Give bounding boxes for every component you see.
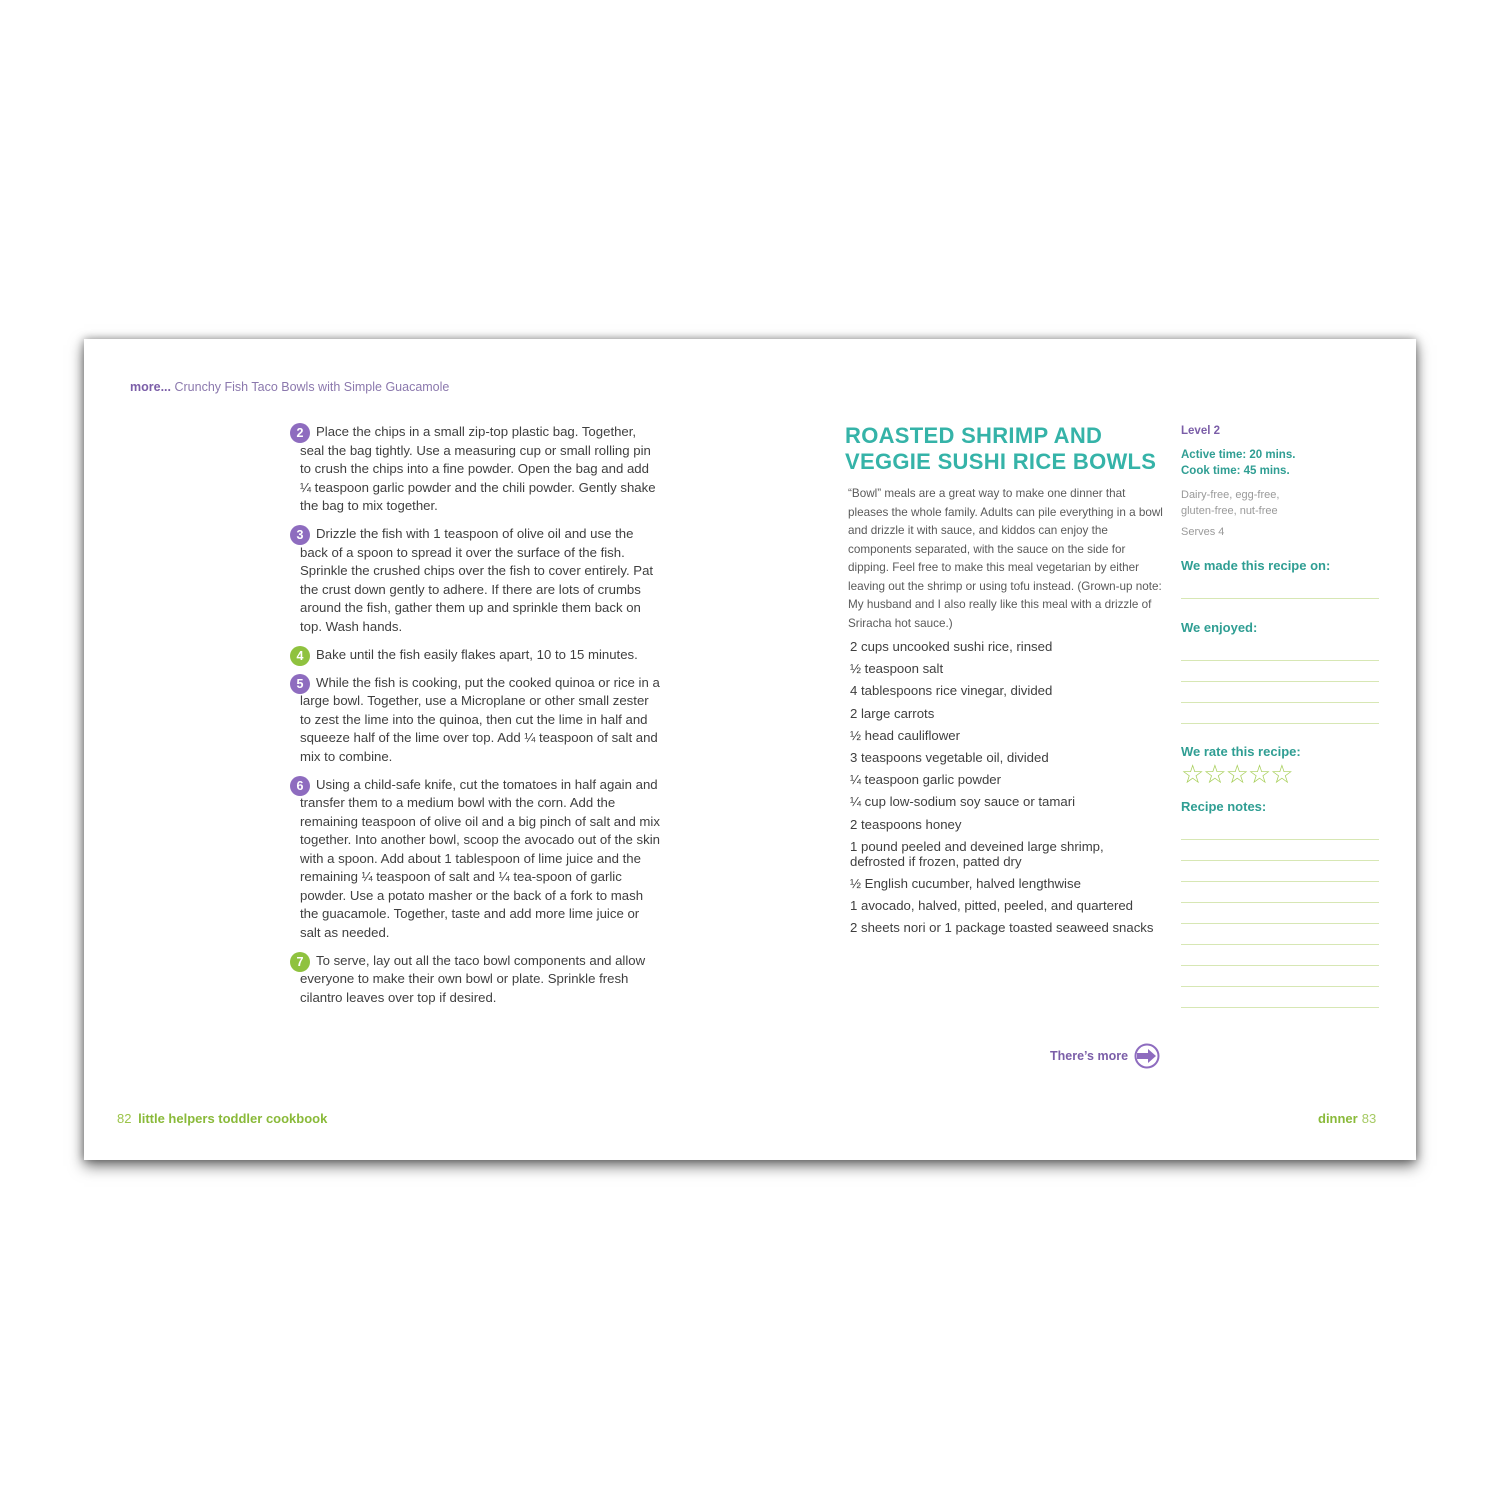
write-line — [1181, 1007, 1379, 1008]
recipe-intro: “Bowl” meals are a great way to make one dinner that pleases the whole family. Adults can pile everything in a bowl and drizzle it with sauce, and kiddos can enjoy the components separated, with the sauce on the side for dipping. Feel free to make this meal vegetarian by either leaving out the shrimp or using tofu instead. (Grown-up note: My husband and I also really like this meal with a drizzle of Sriracha hot sauce.) — [848, 487, 1163, 630]
method-step — [290, 952, 662, 1008]
step-number-badge: 5 — [290, 674, 310, 694]
made-on-label: We made this recipe on: — [1181, 558, 1331, 573]
ingredient-item: 2 sheets nori or 1 package toasted seaweed snacks — [850, 920, 1154, 936]
active-time: Active time: 20 mins. — [1181, 449, 1296, 461]
ingredient-item: ¼ teaspoon garlic powder — [850, 772, 1002, 788]
star-rating[interactable]: ☆☆☆☆☆ — [1181, 759, 1293, 789]
servings: Serves 4 — [1181, 526, 1225, 538]
ingredient-list — [850, 639, 1180, 942]
running-head-more: more... — [130, 380, 171, 394]
rate-label: We rate this recipe: — [1181, 744, 1301, 759]
ingredient-item: ¼ cup low-sodium soy sauce or tamari — [850, 794, 1076, 810]
write-line — [1181, 702, 1379, 703]
write-line — [1181, 723, 1379, 724]
dietary-info-line: Dairy-free, egg-free, — [1181, 489, 1280, 501]
ingredient-item: 2 large carrots — [850, 705, 935, 721]
ingredient-item: 2 cups uncooked sushi rice, rinsed — [850, 639, 1053, 654]
theres-more-link[interactable] — [1050, 1043, 1160, 1069]
step-text: Place the chips in a small zip-top plastic bag. Together, seal the bag tightly. Use a measuring cup or small rolling pin to crush the chips into a fine powder. Open the bag and add ¼ teaspoon garlic powder and the chili powder. Gently shake the bag to mix together. — [300, 424, 656, 513]
notes-label: Recipe notes: — [1181, 799, 1267, 814]
dietary-info — [1181, 488, 1379, 519]
write-line — [1181, 860, 1379, 861]
step-text: Drizzle the fish with 1 teaspoon of olive oil and use the back of a spoon to spread it over the surface of the fish. Sprinkle the crushed chips over the fish to cover entirely. Pat the crust down gently to adhere. If there are lots of crumbs around the fish, gather them up and sprinkle them back on top. Wash hands. — [300, 526, 654, 634]
ingredient-item: 2 teaspoons honey — [850, 816, 962, 832]
step-text: Using a child-safe knife, cut the tomatoes in half again and transfer them to a medium bowl with the corn. Add the remaining teaspoon of olive oil and a big pinch of salt and mix together. Into another bowl, scoop the avocado out of the skin with a spoon. Add about 1 tablespoon of lime juice and the remaining ¼ teaspoon of salt and ¼ tea-spoon of garlic powder. Use a potato masher or the back of a fork to mash the guacamole. Together, taste and add more lime juice or salt as needed. — [300, 776, 660, 940]
step-number-badge: 2 — [290, 423, 310, 443]
write-line — [1181, 660, 1379, 661]
method-step — [290, 674, 662, 767]
step-number-badge: 4 — [290, 646, 310, 666]
write-line — [1181, 944, 1379, 945]
method-step — [290, 646, 662, 665]
step-text: Bake until the fish easily flakes apart, 10 to 15 minutes. — [316, 646, 638, 662]
arrow-right-icon — [1134, 1043, 1160, 1069]
step-number-badge: 6 — [290, 776, 310, 796]
ingredient-item: 1 avocado, halved, pitted, peeled, and quartered — [850, 898, 1134, 914]
step-number-badge: 7 — [290, 952, 310, 972]
write-line — [1181, 681, 1379, 682]
recipe-sidebar — [1181, 425, 1379, 1008]
step-number-badge: 3 — [290, 525, 310, 545]
write-line — [1181, 965, 1379, 966]
write-line — [1181, 881, 1379, 882]
running-head — [130, 380, 449, 394]
method-steps — [290, 423, 662, 1017]
ingredient-item: ½ English cucumber, halved lengthwise — [850, 875, 1081, 891]
step-text: To serve, lay out all the taco bowl components and allow everyone to make their own bowl or plate. Sprinkle fresh cilantro leaves over top if desired. — [300, 952, 646, 1005]
ingredient-item: ½ head cauliflower — [850, 727, 960, 743]
page-number-left: 82 — [117, 1111, 132, 1126]
enjoyed-label: We enjoyed: — [1181, 620, 1258, 635]
section-name: dinner — [1318, 1111, 1358, 1126]
write-line — [1181, 839, 1379, 840]
footer-right — [1318, 1111, 1376, 1126]
difficulty-level: Level 2 — [1181, 425, 1220, 437]
write-line — [1181, 598, 1379, 599]
method-step — [290, 525, 662, 636]
page-number-right: 83 — [1361, 1111, 1377, 1126]
step-text: While the fish is cooking, put the cooked quinoa or rice in a large bowl. Together, use a Microplane or other small zester to zest the lime into the quinoa, then cut the lime in half and squeeze half of the lime over top. Add ¼ teaspoon of salt and mix to combine. — [300, 674, 660, 764]
footer-left — [117, 1111, 327, 1126]
running-head-title: Crunchy Fish Taco Bowls with Simple Guacamole — [174, 380, 450, 394]
dietary-info-line: gluten-free, nut-free — [1181, 504, 1278, 517]
book-spread — [84, 339, 1416, 1160]
cook-time: Cook time: 45 mins. — [1181, 464, 1290, 477]
ingredient-item: 4 tablespoons rice vinegar, divided — [850, 683, 1053, 699]
theres-more-label: There’s more — [1050, 1049, 1129, 1063]
method-step — [290, 776, 662, 943]
ingredient-item: ½ teaspoon salt — [850, 661, 944, 677]
ingredient-item: 1 pound peeled and deveined large shrimp, defrosted if frozen, patted dry — [850, 838, 1104, 869]
recipe-title: ROASTED SHRIMP AND VEGGIE SUSHI RICE BOWLS — [845, 423, 1157, 474]
write-line — [1181, 923, 1379, 924]
write-line — [1181, 902, 1379, 903]
ingredient-item: 3 teaspoons vegetable oil, divided — [850, 749, 1049, 765]
book-title: little helpers toddler cookbook — [138, 1111, 328, 1126]
write-line — [1181, 986, 1379, 987]
method-step — [290, 423, 662, 516]
